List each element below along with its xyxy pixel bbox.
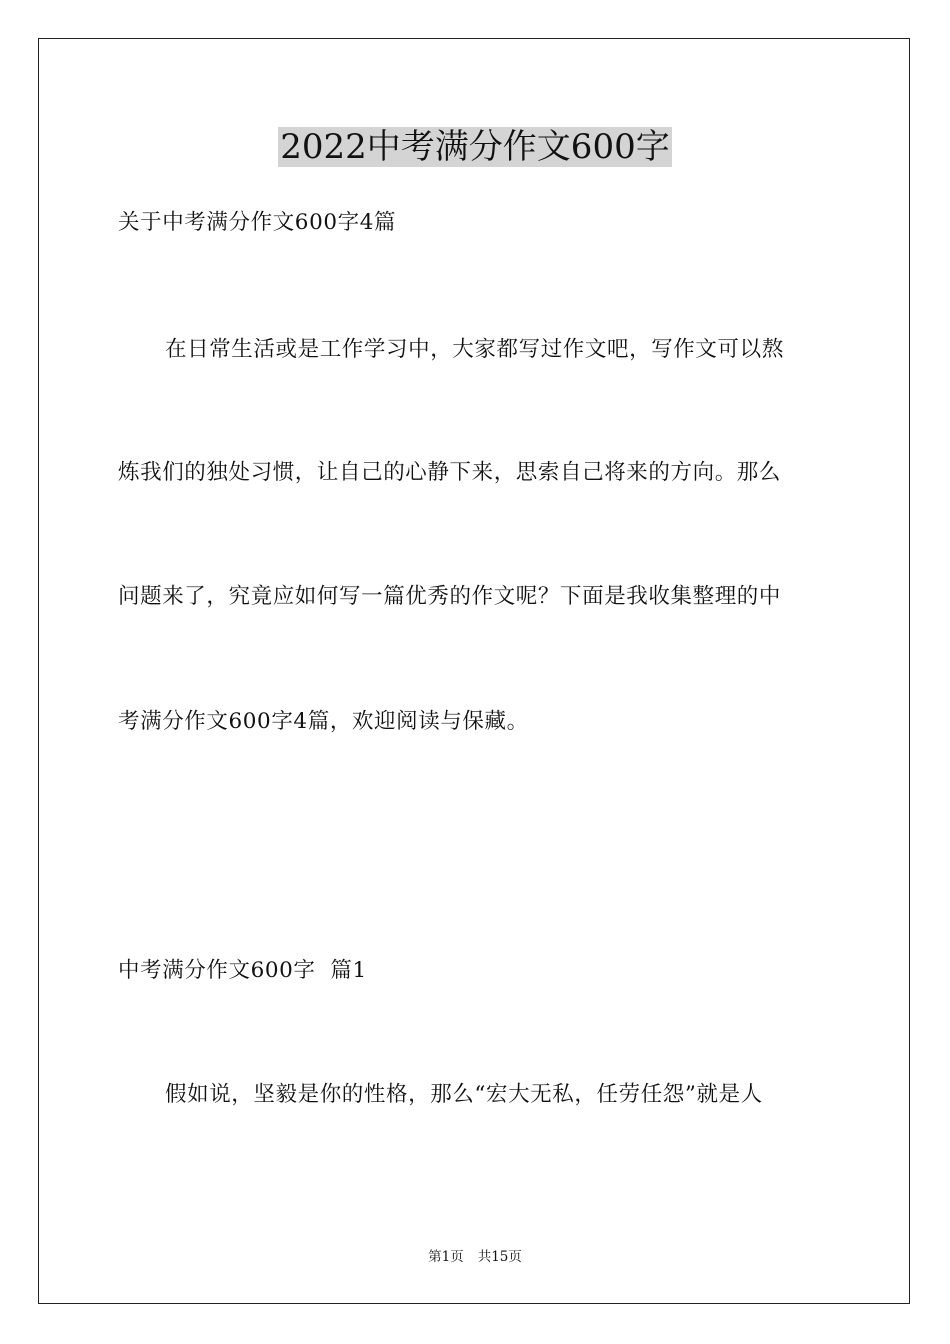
paragraph-line: 炼我们的独处习惯，让自己的心静下来，思索自己将来的方向。那么 [118, 460, 782, 485]
document-title: 2022中考满分作文600字 [280, 127, 670, 167]
page-footer [0, 1247, 950, 1267]
page-count: 共15页 [477, 1249, 522, 1265]
section-heading: 中考满分作文600字 篇1 [118, 958, 367, 983]
document-subtitle: 关于中考满分作文600字4篇 [118, 210, 397, 235]
document-title-block [0, 122, 950, 172]
page-number: 第1页 [428, 1249, 464, 1265]
paragraph-line: 假如说，坚毅是你的性格，那么“宏大无私，任劳任怨”就是人 [165, 1082, 763, 1107]
paragraph-line: 问题来了，究竟应如何写一篇优秀的作文呢？下面是我收集整理的中 [118, 584, 782, 609]
paragraph-line: 在日常生活或是工作学习中，大家都写过作文吧，写作文可以熬 [165, 337, 784, 362]
paragraph-line: 考满分作文600字4篇，欢迎阅读与保藏。 [118, 709, 529, 734]
